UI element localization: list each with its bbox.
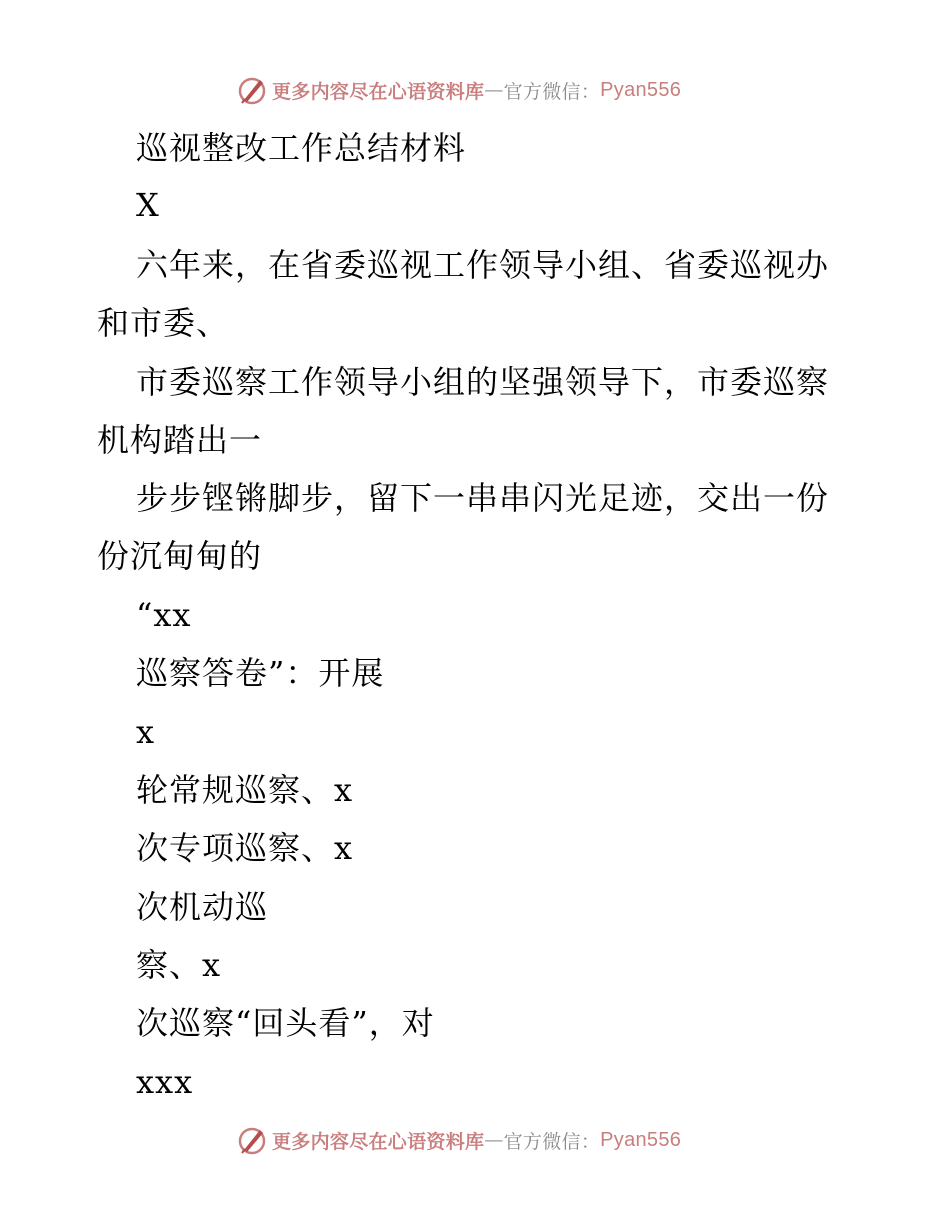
text-line: 次专项巡察、x [136, 829, 354, 867]
watermark-separator: — [484, 79, 504, 101]
text-line: 轮常规巡察、x [136, 771, 354, 809]
text-line: 步步铿锵脚步，留下一串串闪光足迹，交出一份 [136, 479, 830, 517]
text-line: “xx [136, 596, 192, 634]
watermark-account-label: 官方微信： [503, 1130, 601, 1153]
watermark-account-label: 官方微信： [503, 80, 601, 103]
watermark-account-id: Pyan556 [600, 78, 682, 101]
text-line: X [136, 186, 160, 224]
text-line: x [136, 713, 156, 751]
footer-watermark [236, 1122, 681, 1158]
text-line: 市委巡察工作领导小组的坚强领导下，市委巡察 [136, 363, 830, 401]
quill-logo-icon [236, 1124, 268, 1156]
watermark-separator: — [484, 1129, 504, 1151]
text-line: 巡察答卷”：开展 [136, 654, 385, 692]
document-title: 巡视整改工作总结材料 [136, 129, 467, 167]
text-line: 次巡察“回头看”，对 [136, 1004, 435, 1042]
text-line: 次机动巡 [136, 888, 269, 926]
text-line: xxx [136, 1063, 194, 1101]
header-watermark [236, 72, 681, 108]
watermark-site-text: 更多内容尽在心语资料库 [272, 80, 485, 103]
quill-logo-icon [236, 74, 268, 106]
watermark-site-text: 更多内容尽在心语资料库 [272, 1130, 485, 1153]
text-line: 份沉甸甸的 [97, 537, 263, 575]
watermark-account-id: Pyan556 [600, 1128, 682, 1151]
text-line: 和市委、 [97, 304, 230, 342]
text-line: 六年来，在省委巡视工作领导小组、省委巡视办 [136, 246, 830, 284]
text-line: 机构踏出一 [97, 421, 263, 459]
text-line: 察、x [136, 946, 222, 984]
